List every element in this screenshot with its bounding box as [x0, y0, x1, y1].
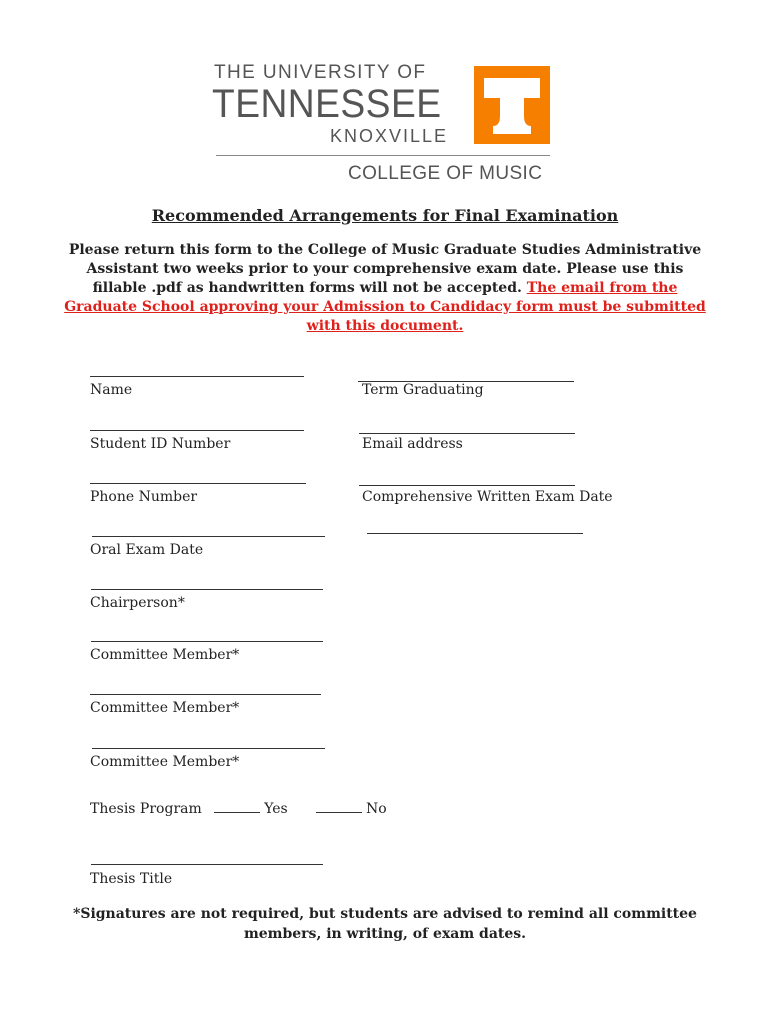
student-id-field[interactable]: [90, 430, 304, 431]
thesis-yes-label: Yes: [264, 801, 288, 817]
email-field[interactable]: [359, 433, 575, 434]
chairperson-label: Chairperson*: [90, 595, 185, 611]
thesis-no-label: No: [366, 801, 387, 817]
instructions: [60, 241, 710, 336]
thesis-title-field[interactable]: [91, 864, 323, 865]
oral-exam-date-label: Oral Exam Date: [90, 542, 204, 558]
page-title: Recommended Arrangements for Final Examination: [151, 206, 619, 225]
power-t-logo-icon: [474, 66, 550, 144]
name-label: Name: [90, 382, 133, 398]
logo-knoxville-text: KNOXVILLE: [330, 126, 449, 146]
comp-written-date-label-line: [359, 485, 575, 486]
committee-member-1-label: Committee Member*: [90, 647, 240, 663]
logo-tennessee-text: TENNESSEE: [212, 82, 442, 126]
term-graduating-label: Term Graduating: [362, 382, 484, 398]
instructions-red-notice: The email from the Graduate School approving your Admission to Candidacy form must be submitted with this document.: [64, 280, 706, 334]
committee-member-2-label: Committee Member*: [90, 700, 240, 716]
oral-exam-date-field[interactable]: [92, 536, 325, 537]
thesis-title-label: Thesis Title: [90, 871, 173, 887]
footnote: *Signatures are not required, but students are advised to remind all committee members, in writing, of exam dates.: [73, 906, 697, 942]
thesis-yes-field[interactable]: [214, 800, 260, 813]
phone-field[interactable]: [90, 483, 306, 484]
thesis-no-row: [316, 800, 387, 817]
phone-label: Phone Number: [90, 489, 198, 505]
email-label: Email address: [362, 436, 463, 452]
committee-member-1-field[interactable]: [91, 641, 323, 642]
logo-divider: [216, 155, 550, 156]
thesis-program-label: Thesis Program: [90, 801, 202, 817]
instructions-text: Please return this form to the College of Music Graduate Studies Administrative Assistant two weeks prior to your comprehensive exam date. Please use this fillable .pdf as handwritten forms will not be accepted.: [68, 242, 702, 296]
committee-member-3-field[interactable]: [92, 748, 325, 749]
thesis-program-row: [90, 800, 288, 817]
student-id-label: Student ID Number: [90, 436, 231, 452]
committee-member-3-label: Committee Member*: [90, 754, 240, 770]
committee-member-2-field[interactable]: [90, 694, 321, 695]
logo-university-text: THE UNIVERSITY OF: [214, 62, 427, 83]
thesis-no-field[interactable]: [316, 800, 362, 813]
college-of-music-text: COLLEGE OF MUSIC: [348, 163, 543, 184]
chairperson-field[interactable]: [91, 589, 323, 590]
comp-written-date-label: Comprehensive Written Exam Date: [362, 489, 613, 505]
name-field[interactable]: [90, 376, 304, 377]
comp-written-date-field[interactable]: [367, 533, 583, 534]
